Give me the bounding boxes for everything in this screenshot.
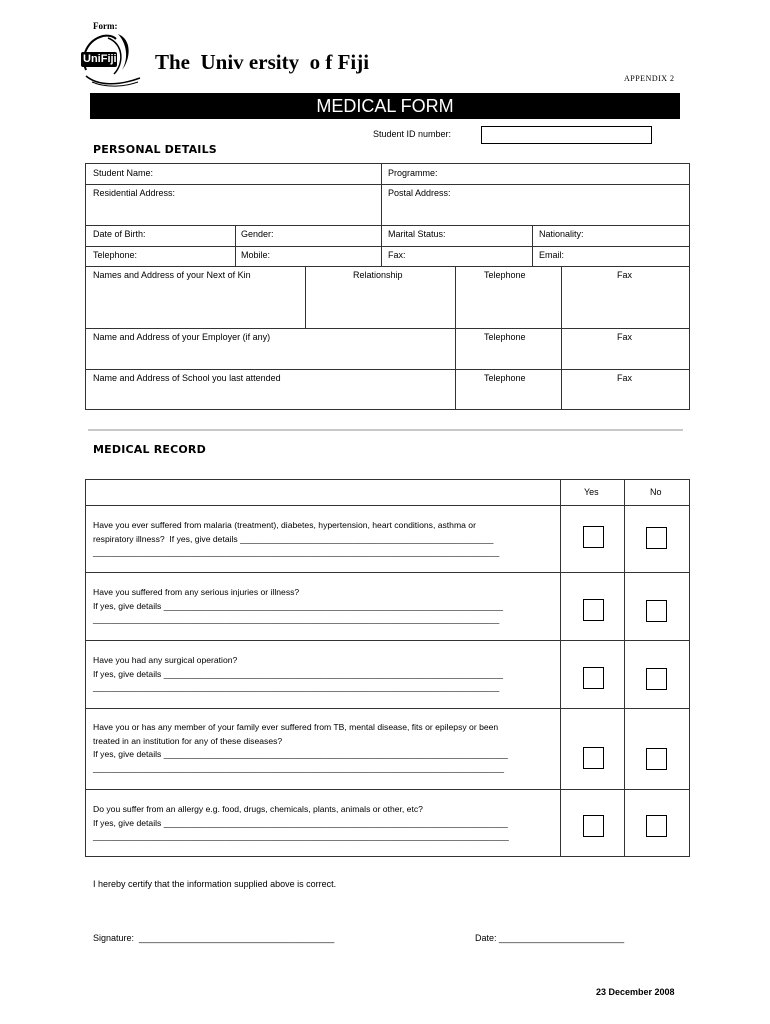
appendix-label: APPENDIX 2 xyxy=(624,74,675,83)
signature-field[interactable]: Signature: _______________________________________ xyxy=(93,933,335,943)
question-4: Have you or has any member of your family ever suffered from TB, mental disease, fits or epilepsy or been treated in an institution for any of these diseases? If yes, give details ________________________________________________________________________ ______________________________________________________________________________________ xyxy=(93,722,508,773)
question-5: Do you suffer from an allergy e.g. food, drugs, chemicals, plants, animals or other, etc? If yes, give details ________________________________________________________________________ _______________________________________________________________________________________ xyxy=(93,804,509,841)
fax-field[interactable]: Fax: xyxy=(388,250,406,260)
postal-address-field[interactable]: Postal Address: xyxy=(388,188,451,198)
medical-record-heading: MEDICAL RECORD xyxy=(93,443,206,456)
no-column-header: No xyxy=(650,487,662,497)
employer-telephone-field[interactable]: Telephone xyxy=(484,332,526,342)
q2-no-checkbox[interactable] xyxy=(646,600,667,622)
telephone-field[interactable]: Telephone: xyxy=(93,250,138,260)
marital-status-field[interactable]: Marital Status: xyxy=(388,229,446,239)
q4-no-checkbox[interactable] xyxy=(646,748,667,770)
programme-field[interactable]: Programme: xyxy=(388,168,438,178)
employer-fax-field[interactable]: Fax xyxy=(617,332,633,342)
date-field[interactable]: Date: _________________________ xyxy=(475,933,625,943)
kin-telephone-field[interactable]: Telephone xyxy=(484,270,526,280)
gender-field[interactable]: Gender: xyxy=(241,229,274,239)
last-school-field[interactable]: Name and Address of School you last attended xyxy=(93,373,281,383)
q1-yes-checkbox[interactable] xyxy=(583,526,604,548)
email-field[interactable]: Email: xyxy=(539,250,565,260)
question-3: Have you had any surgical operation? If yes, give details _______________________________________________________________________ _____________________________________________________________________________________ xyxy=(93,655,504,692)
question-1: Have you ever suffered from malaria (treatment), diabetes, hypertension, heart conditions, asthma or respiratory illness? If yes, give details _____________________________________________________ _____________________________________________________________________________________ xyxy=(93,520,500,557)
q5-no-checkbox[interactable] xyxy=(646,815,667,837)
university-logo xyxy=(78,30,148,90)
q3-no-checkbox[interactable] xyxy=(646,668,667,690)
student-id-field[interactable] xyxy=(481,126,652,144)
q5-yes-checkbox[interactable] xyxy=(583,815,604,837)
personal-details-heading: PERSONAL DETAILS xyxy=(93,143,217,156)
logo-text: UniFiji xyxy=(83,53,117,65)
q2-yes-checkbox[interactable] xyxy=(583,599,604,621)
nationality-field[interactable]: Nationality: xyxy=(539,229,584,239)
school-telephone-field[interactable]: Telephone xyxy=(484,373,526,383)
next-of-kin-field[interactable]: Names and Address of your Next of Kin xyxy=(93,270,251,280)
question-2: Have you suffered from any serious injuries or illness? If yes, give details _______________________________________________________________________ _____________________________________________________________________________________ xyxy=(93,587,504,624)
mobile-field[interactable]: Mobile: xyxy=(241,250,271,260)
student-name-field[interactable]: Student Name: xyxy=(93,168,154,178)
relationship-field[interactable]: Relationship xyxy=(353,270,403,280)
university-name: The Univ ersity o f Fiji xyxy=(155,50,370,74)
residential-address-field[interactable]: Residential Address: xyxy=(93,188,176,198)
section-divider xyxy=(88,429,683,431)
school-fax-field[interactable]: Fax xyxy=(617,373,633,383)
q1-no-checkbox[interactable] xyxy=(646,527,667,549)
document-date: 23 December 2008 xyxy=(596,987,675,997)
form-label: Form: xyxy=(93,21,118,31)
certification-statement: I hereby certify that the information supplied above is correct. xyxy=(93,879,337,889)
form-title-bar xyxy=(90,93,680,119)
yes-column-header: Yes xyxy=(584,487,599,497)
date-of-birth-field[interactable]: Date of Birth: xyxy=(93,229,146,239)
q3-yes-checkbox[interactable] xyxy=(583,667,604,689)
student-id-label: Student ID number: xyxy=(373,129,452,139)
q4-yes-checkbox[interactable] xyxy=(583,747,604,769)
kin-fax-field[interactable]: Fax xyxy=(617,270,633,280)
employer-field[interactable]: Name and Address of your Employer (if any) xyxy=(93,332,271,342)
form-title: MEDICAL FORM xyxy=(316,96,454,116)
